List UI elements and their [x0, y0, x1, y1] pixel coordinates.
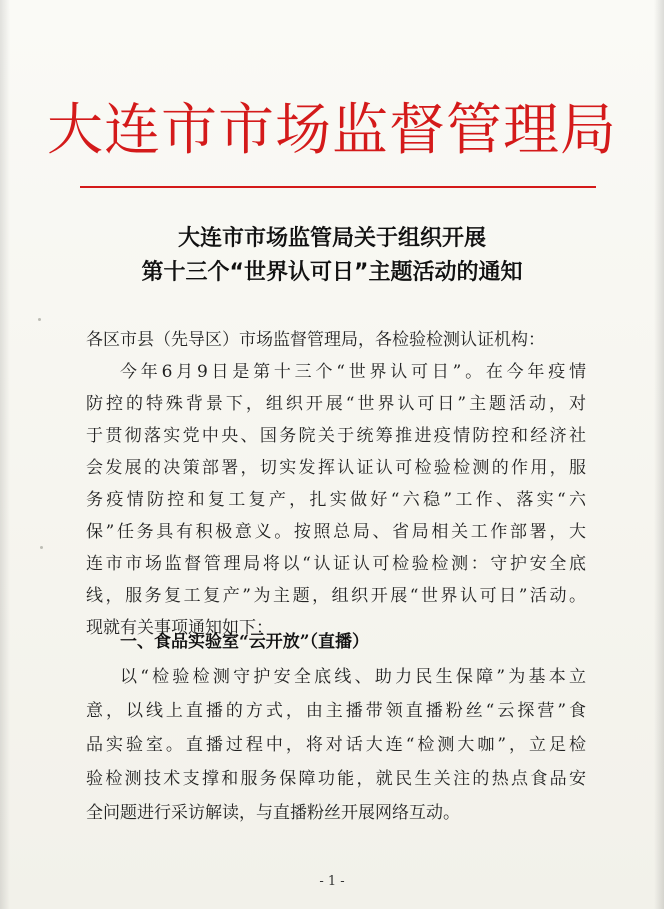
letterhead-org-name: 大连市市场监督管理局	[47, 98, 617, 163]
paragraph-line: 以“检验检测守护安全底线、助力民生保障”为基本立	[120, 667, 586, 687]
paragraph-line: 保”任务具有积极意义。按照总局、省局相关工作部署，大	[86, 522, 586, 542]
section-heading-1: 一、食品实验室“云开放”（直播）	[120, 632, 370, 652]
paragraph-line: 验检测技术支撑和服务保障功能，就民生关注的热点食品安	[86, 769, 586, 789]
paragraph-line: 意，以线上直播的方式，由主播带领直播粉丝“云探营”食	[86, 701, 586, 721]
paragraph-line: 现就有关事项通知如下：	[86, 618, 273, 638]
scan-speck	[38, 318, 41, 321]
paragraph-line: 全问题进行采访解读，与直播粉丝开展网络互动。	[86, 803, 460, 823]
scan-speck	[40, 546, 43, 549]
addressee-line: 各区市县（先导区）市场监督管理局，各检验检测认证机构：	[86, 330, 545, 350]
notice-title-line-1: 大连市市场监管局关于组织开展	[177, 226, 486, 251]
paragraph-line: 于贯彻落实党中央、国务院关于统筹推进疫情防控和经济社	[86, 426, 586, 446]
paragraph-line: 品实验室。直播过程中，将对话大连“检测大咖”，立足检	[86, 735, 586, 755]
paragraph-line: 防控的特殊背景下，组织开展“世界认可日”主题活动，对	[86, 394, 586, 414]
paragraph-line: 线，服务复工复产”为主题，组织开展“世界认可日”活动。	[86, 586, 586, 606]
notice-title-line-2: 第十三个“世界认可日”主题活动的通知	[141, 260, 523, 285]
paragraph-line: 今年6月9日是第十三个“世界认可日”。在今年疫情	[120, 362, 586, 382]
paragraph-line: 务疫情防控和复工复产，扎实做好“六稳”工作、落实“六	[86, 490, 586, 510]
paragraph-section-1	[86, 660, 586, 830]
page-number: - 1 -	[319, 874, 345, 889]
addressee	[86, 324, 586, 356]
paragraph-line: 会发展的决策部署，切实发挥认证认可检验检测的作用，服	[86, 458, 586, 478]
letterhead-red-rule	[80, 186, 596, 188]
paragraph-intro	[86, 356, 586, 644]
paragraph-line: 连市市场监督管理局将以“认证认可检验检测：守护安全底	[86, 554, 586, 574]
